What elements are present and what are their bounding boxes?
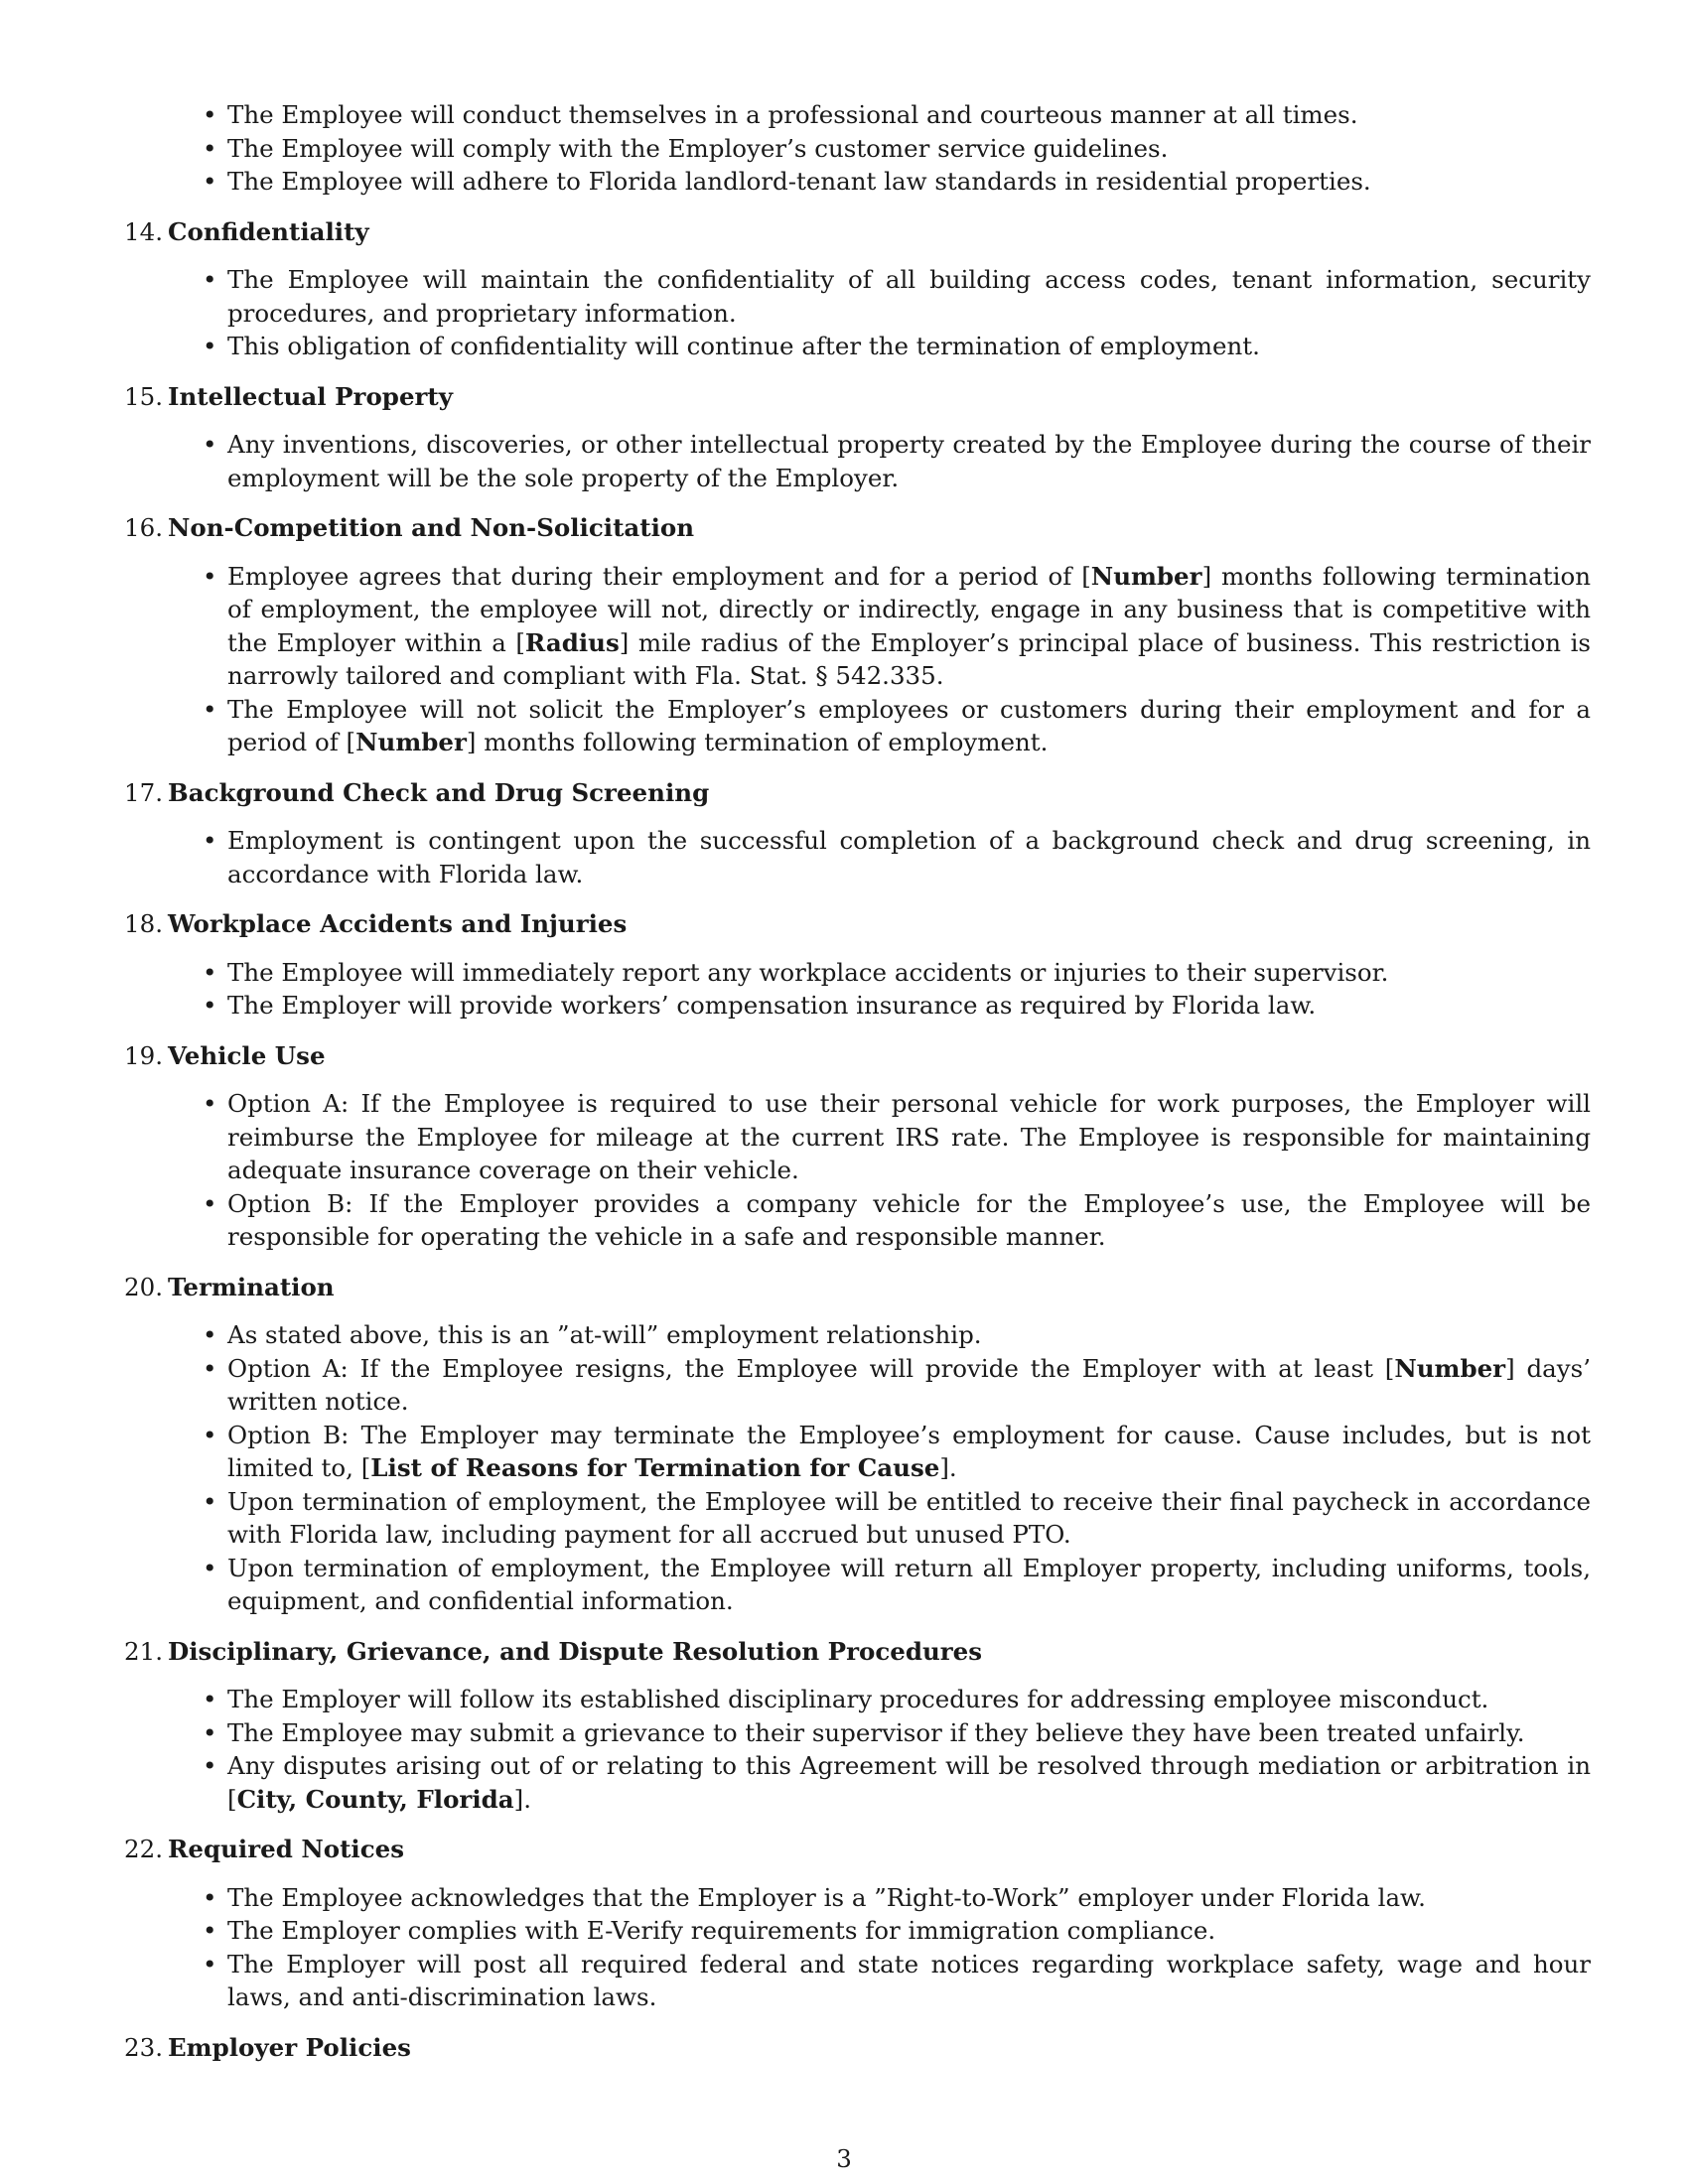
section-title: Termination (168, 1272, 335, 1301)
section-bullet-list (0, 824, 1591, 890)
section-title: Non-Competition and Non-Solicitation (168, 513, 695, 542)
section-number: 20. (124, 1272, 163, 1301)
page-number: 3 (836, 2144, 852, 2173)
section-bullet-list (0, 1087, 1591, 1254)
section-number: 21. (124, 1636, 163, 1666)
section-heading-workplace-accidents (0, 907, 1688, 941)
section-title: Background Check and Drug Screening (168, 777, 710, 807)
section-number: 16. (124, 513, 163, 542)
placeholder-field: Number (1394, 1353, 1506, 1383)
section-heading-required-notices (0, 1833, 1688, 1866)
section-heading-confidentiality (0, 215, 1688, 249)
list-item (227, 1683, 1591, 1716)
list-item (227, 1318, 1591, 1352)
list-item: • Option B: If the Employer provides a company vehicle for the Employee’s use, the Employee will be responsible for operating the vehicle in a safe and responsible manner. (227, 1187, 1591, 1254)
intro-bullet-list (0, 98, 1591, 199)
section-heading-termination (0, 1271, 1688, 1304)
list-item: • The Employer will post all required federal and state notices regarding workplace safety, wage and hour laws, and anti-discrimination laws. (227, 1948, 1591, 2014)
section-number: 18. (124, 909, 163, 938)
placeholder-field: Number (1090, 561, 1202, 591)
text-run: Employee agrees that during their employment and for a period of [ (227, 561, 1091, 591)
list-item: • The Employee will conduct themselves in a professional and courteous manner at all times. (227, 98, 1591, 132)
list-item (227, 693, 1591, 759)
placeholder-field: List of Reasons for Termination for Cause (370, 1453, 940, 1482)
placeholder-field: Radius (524, 627, 620, 657)
list-item (227, 1749, 1591, 1816)
section-heading-employer-policies (0, 2031, 1688, 2065)
text-run: The Employee may submit a grievance to their supervisor if they believe they have been treated unfairly. (227, 1717, 1525, 1747)
section-heading-vehicle-use (0, 1039, 1688, 1073)
list-item: • The Employee will comply with the Employer’s customer service guidelines. (227, 132, 1591, 166)
placeholder-field: City, County, Florida (236, 1784, 514, 1814)
section-title: Confidentiality (168, 216, 369, 246)
section-number: 15. (124, 381, 163, 411)
text-run: ] mile radius of the Employer’s principal place of business. This restriction is narrowly tailored and compliant with Fla. Stat. § 542.335. (227, 627, 1591, 690)
section-number: 14. (124, 216, 163, 246)
section-bullet-list (0, 428, 1591, 494)
list-item (227, 1485, 1591, 1552)
list-item: • The Employer will provide workers’ compensation insurance as required by Florida law. (227, 989, 1591, 1023)
section-number: 19. (124, 1040, 163, 1070)
list-item (227, 1552, 1591, 1618)
list-item (227, 1419, 1591, 1485)
section-bullet-list (0, 956, 1591, 1023)
text-run: ] days’ written notice. (227, 1353, 1591, 1416)
list-item: • This obligation of confidentiality will continue after the termination of employment. (227, 330, 1591, 363)
section-heading-non-competition (0, 511, 1688, 545)
text-run: Upon termination of employment, the Employee will be entitled to receive their final paycheck in accordance with Florida law, including payment for all accrued but unused PTO. (227, 1486, 1591, 1549)
list-item: • The Employee will maintain the confidentiality of all building access codes, tenant information, security procedures, and proprietary information. (227, 263, 1591, 330)
text-run: ] months following termination of employment, the employee will not, directly or indirectly, engage in any business that is competitive with the Employer within a [ (227, 561, 1591, 657)
list-item: • Option A: If the Employee is required to use their personal vehicle for work purposes, the Employer will reimburse the Employee for mileage at the current IRS rate. The Employee is responsible for maintaining adequate insurance coverage on their vehicle. (227, 1087, 1591, 1187)
section-bullet-list (0, 263, 1591, 363)
section-heading-background-check (0, 776, 1688, 810)
document-body (0, 98, 1688, 2079)
list-item: • The Employee will adhere to Florida landlord-tenant law standards in residential properties. (227, 165, 1591, 199)
section-bullet-list (0, 1683, 1591, 1816)
text-run: Option B: The Employer may terminate the Employee’s employment for cause. Cause includes, but is not limited to, [ (227, 1420, 1591, 1482)
text-run: ]. (513, 1784, 531, 1814)
section-title: Disciplinary, Grievance, and Dispute Resolution Procedures (168, 1636, 983, 1666)
section-number: 17. (124, 777, 163, 807)
text-run: Any disputes arising out of or relating to this Agreement will be resolved through mediation or arbitration in [ (227, 1751, 1591, 1814)
list-item: • The Employer complies with E-Verify requirements for immigration compliance. (227, 1914, 1591, 1948)
section-bullet-list (0, 1881, 1591, 2014)
list-item: • The Employee acknowledges that the Employer is a ”Right-to-Work” employer under Florida law. (227, 1881, 1591, 1915)
section-title: Required Notices (168, 1835, 405, 1863)
text-run: The Employee will not solicit the Employer’s employees or customers during their employment and for a period of [ (227, 694, 1591, 756)
section-heading-dispute-resolution (0, 1635, 1688, 1669)
list-item (227, 1352, 1591, 1419)
text-run: ] months following termination of employment. (466, 728, 1049, 756)
list-item: • Any inventions, discoveries, or other intellectual property created by the Employee during the course of their employment will be the sole property of the Employer. (227, 428, 1591, 494)
section-bullet-list (0, 1318, 1591, 1618)
text-run: The Employer will follow its established disciplinary procedures for addressing employee misconduct. (227, 1685, 1489, 1713)
placeholder-field: Number (355, 728, 467, 756)
section-title: Vehicle Use (168, 1040, 326, 1070)
section-title: Workplace Accidents and Injuries (168, 909, 628, 938)
text-run: ]. (939, 1453, 957, 1482)
text-run: Upon termination of employment, the Employee will return all Employer property, including uniforms, tools, equipment, and confidential information. (227, 1553, 1591, 1615)
list-item: • Employment is contingent upon the successful completion of a background check and drug screening, in accordance with Florida law. (227, 824, 1591, 890)
text-run: Option A: If the Employee resigns, the Employee will provide the Employer with at least [ (227, 1353, 1395, 1383)
list-item (227, 1716, 1591, 1750)
list-item: • The Employee will immediately report any workplace accidents or injuries to their supervisor. (227, 956, 1591, 990)
section-number: 22. (124, 1835, 163, 1863)
text-run: As stated above, this is an ”at-will” employment relationship. (227, 1320, 982, 1349)
section-title: Employer Policies (168, 2032, 411, 2062)
section-bullet-list (0, 560, 1591, 759)
section-number: 23. (124, 2032, 163, 2062)
list-item (227, 560, 1591, 693)
section-title: Intellectual Property (168, 381, 453, 411)
section-heading-intellectual-property (0, 380, 1688, 414)
